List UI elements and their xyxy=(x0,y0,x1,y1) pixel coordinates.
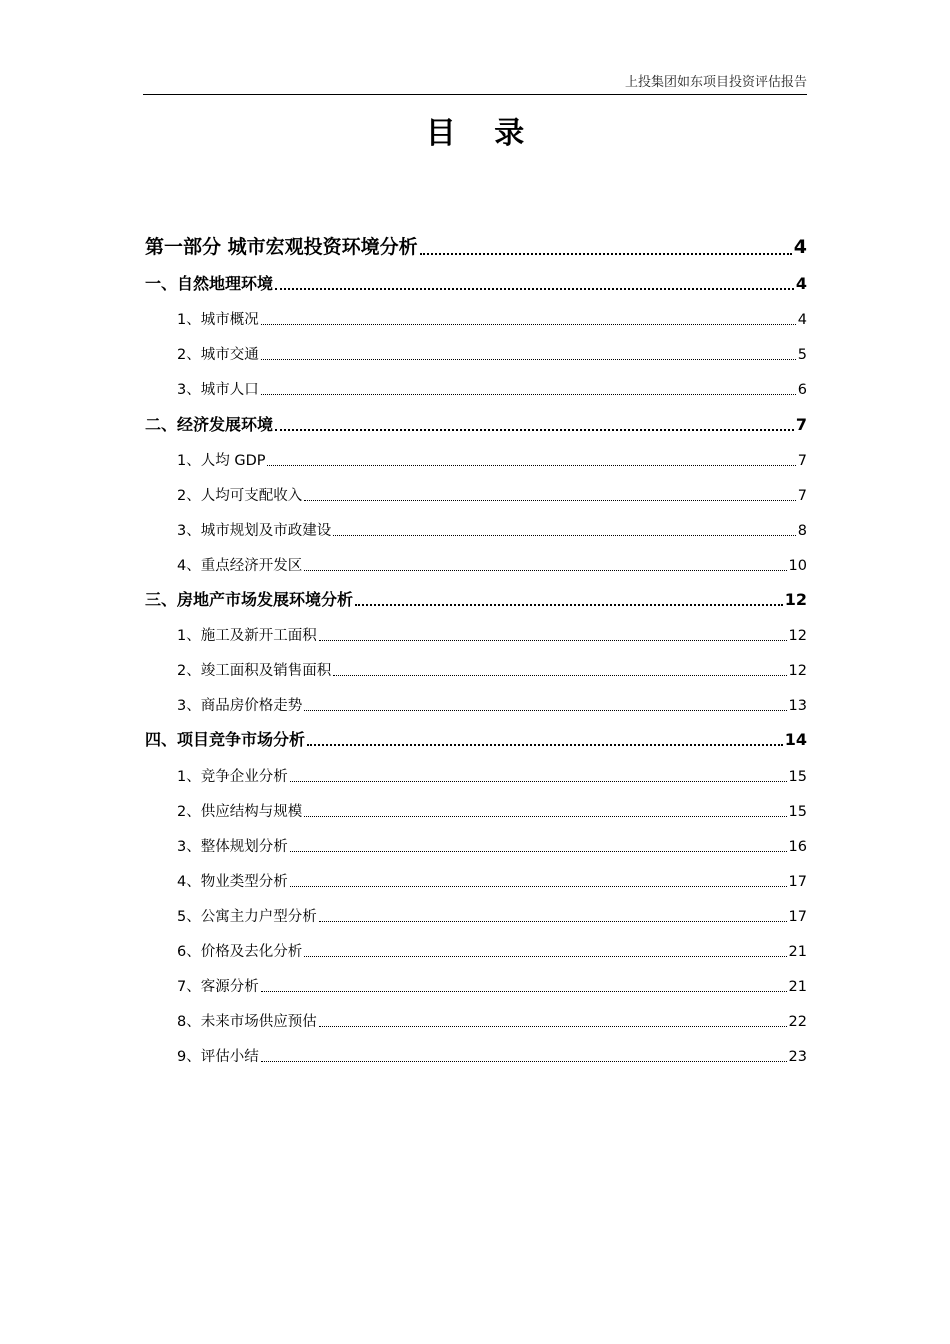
toc-entry-label: 8、未来市场供应预估 xyxy=(177,1014,317,1031)
toc-entry[interactable] xyxy=(177,364,807,400)
toc-leader-dots xyxy=(261,991,787,992)
toc-entry-page: 17 xyxy=(788,873,807,890)
toc-entry-label: 3、城市规划及市政建设 xyxy=(177,522,332,539)
toc-entry-page: 8 xyxy=(797,522,807,539)
toc-entry-label: 四、项目竞争市场分析 xyxy=(145,730,306,750)
toc-leader-dots xyxy=(261,1061,787,1062)
toc-entry-page: 12 xyxy=(784,590,807,609)
toc-leader-dots xyxy=(319,921,787,922)
toc-entry-page: 23 xyxy=(788,1049,807,1066)
toc-entry-label: 1、城市概况 xyxy=(177,312,259,329)
page-title: 目 录 xyxy=(425,116,539,151)
toc-entry-label: 三、房地产市场发展环境分析 xyxy=(145,590,354,609)
toc-entry-label: 4、物业类型分析 xyxy=(177,873,288,890)
toc-entry[interactable] xyxy=(145,400,807,436)
toc-leader-dots xyxy=(420,253,792,255)
toc-entry[interactable] xyxy=(177,961,807,997)
toc-leader-dots xyxy=(275,429,794,431)
toc-leader-dots xyxy=(275,288,794,290)
toc-leader-dots xyxy=(261,394,796,395)
toc-leader-dots xyxy=(355,604,783,606)
toc-entry-label: 9、评估小结 xyxy=(177,1049,259,1066)
toc-entry-label: 1、人均 GDP xyxy=(177,452,266,469)
toc-entry[interactable] xyxy=(177,680,807,716)
toc-entry[interactable] xyxy=(145,224,807,260)
toc-entry-page: 4 xyxy=(793,236,807,258)
toc-entry-label: 2、供应结构与规模 xyxy=(177,803,303,820)
toc-leader-dots xyxy=(267,465,795,466)
toc-entry-page: 12 xyxy=(788,628,807,645)
toc-entry-page: 15 xyxy=(788,768,807,785)
toc-entry-label: 一、自然地理环境 xyxy=(145,274,274,294)
toc-entry[interactable] xyxy=(145,575,807,611)
toc-entry-page: 21 xyxy=(788,944,807,960)
running-header-title: 上投集团如东项目投资评估报告 xyxy=(624,75,807,90)
toc-entry-page: 15 xyxy=(788,803,807,820)
toc-entry-label: 2、城市交通 xyxy=(177,347,259,364)
toc-entry[interactable] xyxy=(177,926,807,962)
toc-entry-page: 5 xyxy=(797,347,807,364)
running-header xyxy=(143,74,807,95)
toc-leader-dots xyxy=(304,956,786,957)
toc-entry[interactable] xyxy=(177,891,807,927)
toc-entry-label: 1、竞争企业分析 xyxy=(177,768,288,785)
toc-entry[interactable] xyxy=(145,259,807,295)
toc-entry[interactable] xyxy=(145,715,807,751)
toc-entry-label: 3、整体规划分析 xyxy=(177,838,288,855)
toc-entry-page: 12 xyxy=(788,663,807,680)
toc-leader-dots xyxy=(304,710,786,711)
toc-entry-page: 7 xyxy=(797,487,807,504)
toc-entry-page: 22 xyxy=(788,1014,807,1031)
toc-entry[interactable] xyxy=(177,645,807,681)
toc-entry[interactable] xyxy=(177,996,807,1032)
toc-entry-label: 2、竣工面积及销售面积 xyxy=(177,663,332,680)
toc-entry[interactable] xyxy=(177,1031,807,1067)
toc-entry-label: 第一部分 城市宏观投资环境分析 xyxy=(145,236,418,258)
toc-leader-dots xyxy=(290,781,787,782)
toc-leader-dots xyxy=(290,851,787,852)
toc-entry-label: 1、施工及新开工面积 xyxy=(177,628,317,645)
toc-leader-dots xyxy=(304,500,796,501)
toc-entry-label: 7、客源分析 xyxy=(177,979,259,996)
toc-entry[interactable] xyxy=(177,294,807,330)
toc-entry-label: 6、价格及去化分析 xyxy=(177,944,303,960)
toc-entry-label: 3、城市人口 xyxy=(177,382,259,399)
toc-entry-page: 7 xyxy=(795,414,807,434)
toc-entry-page: 21 xyxy=(788,979,807,996)
toc-entry-label: 5、公寓主力户型分析 xyxy=(177,908,317,925)
toc-leader-dots xyxy=(261,324,796,325)
toc-entry[interactable] xyxy=(177,751,807,787)
toc-leader-dots xyxy=(304,816,786,817)
toc-leader-dots xyxy=(333,675,786,676)
toc-entry[interactable] xyxy=(177,856,807,892)
toc-entry-page: 6 xyxy=(797,382,807,399)
toc-leader-dots xyxy=(290,886,787,887)
toc-entry-page: 10 xyxy=(788,557,807,574)
toc-entry[interactable] xyxy=(177,505,807,541)
toc-entry[interactable] xyxy=(177,610,807,646)
toc-entry[interactable] xyxy=(177,329,807,365)
toc-leader-dots xyxy=(319,1026,787,1027)
toc-leader-dots xyxy=(319,640,787,641)
toc-entry-page: 4 xyxy=(795,274,807,294)
toc-entry-label: 4、重点经济开发区 xyxy=(177,557,303,574)
toc-entry-page: 14 xyxy=(784,730,807,750)
toc-entry[interactable] xyxy=(177,470,807,506)
toc-leader-dots xyxy=(307,744,783,746)
toc-entry-page: 4 xyxy=(797,312,807,329)
toc-entry-page: 13 xyxy=(788,698,807,715)
toc-entry[interactable] xyxy=(177,786,807,822)
toc-entry[interactable] xyxy=(177,821,807,857)
toc-entry-label: 2、人均可支配收入 xyxy=(177,487,303,504)
toc-entry-page: 7 xyxy=(797,452,807,469)
toc-entry-page: 17 xyxy=(788,908,807,925)
toc-entry-label: 3、商品房价格走势 xyxy=(177,698,303,715)
toc-entry-label: 二、经济发展环境 xyxy=(145,414,274,434)
toc-entry[interactable] xyxy=(177,435,807,471)
toc-entry[interactable] xyxy=(177,540,807,576)
toc-leader-dots xyxy=(333,535,796,536)
toc-entry-page: 16 xyxy=(788,838,807,855)
toc-leader-dots xyxy=(304,570,786,571)
toc-leader-dots xyxy=(261,359,796,360)
